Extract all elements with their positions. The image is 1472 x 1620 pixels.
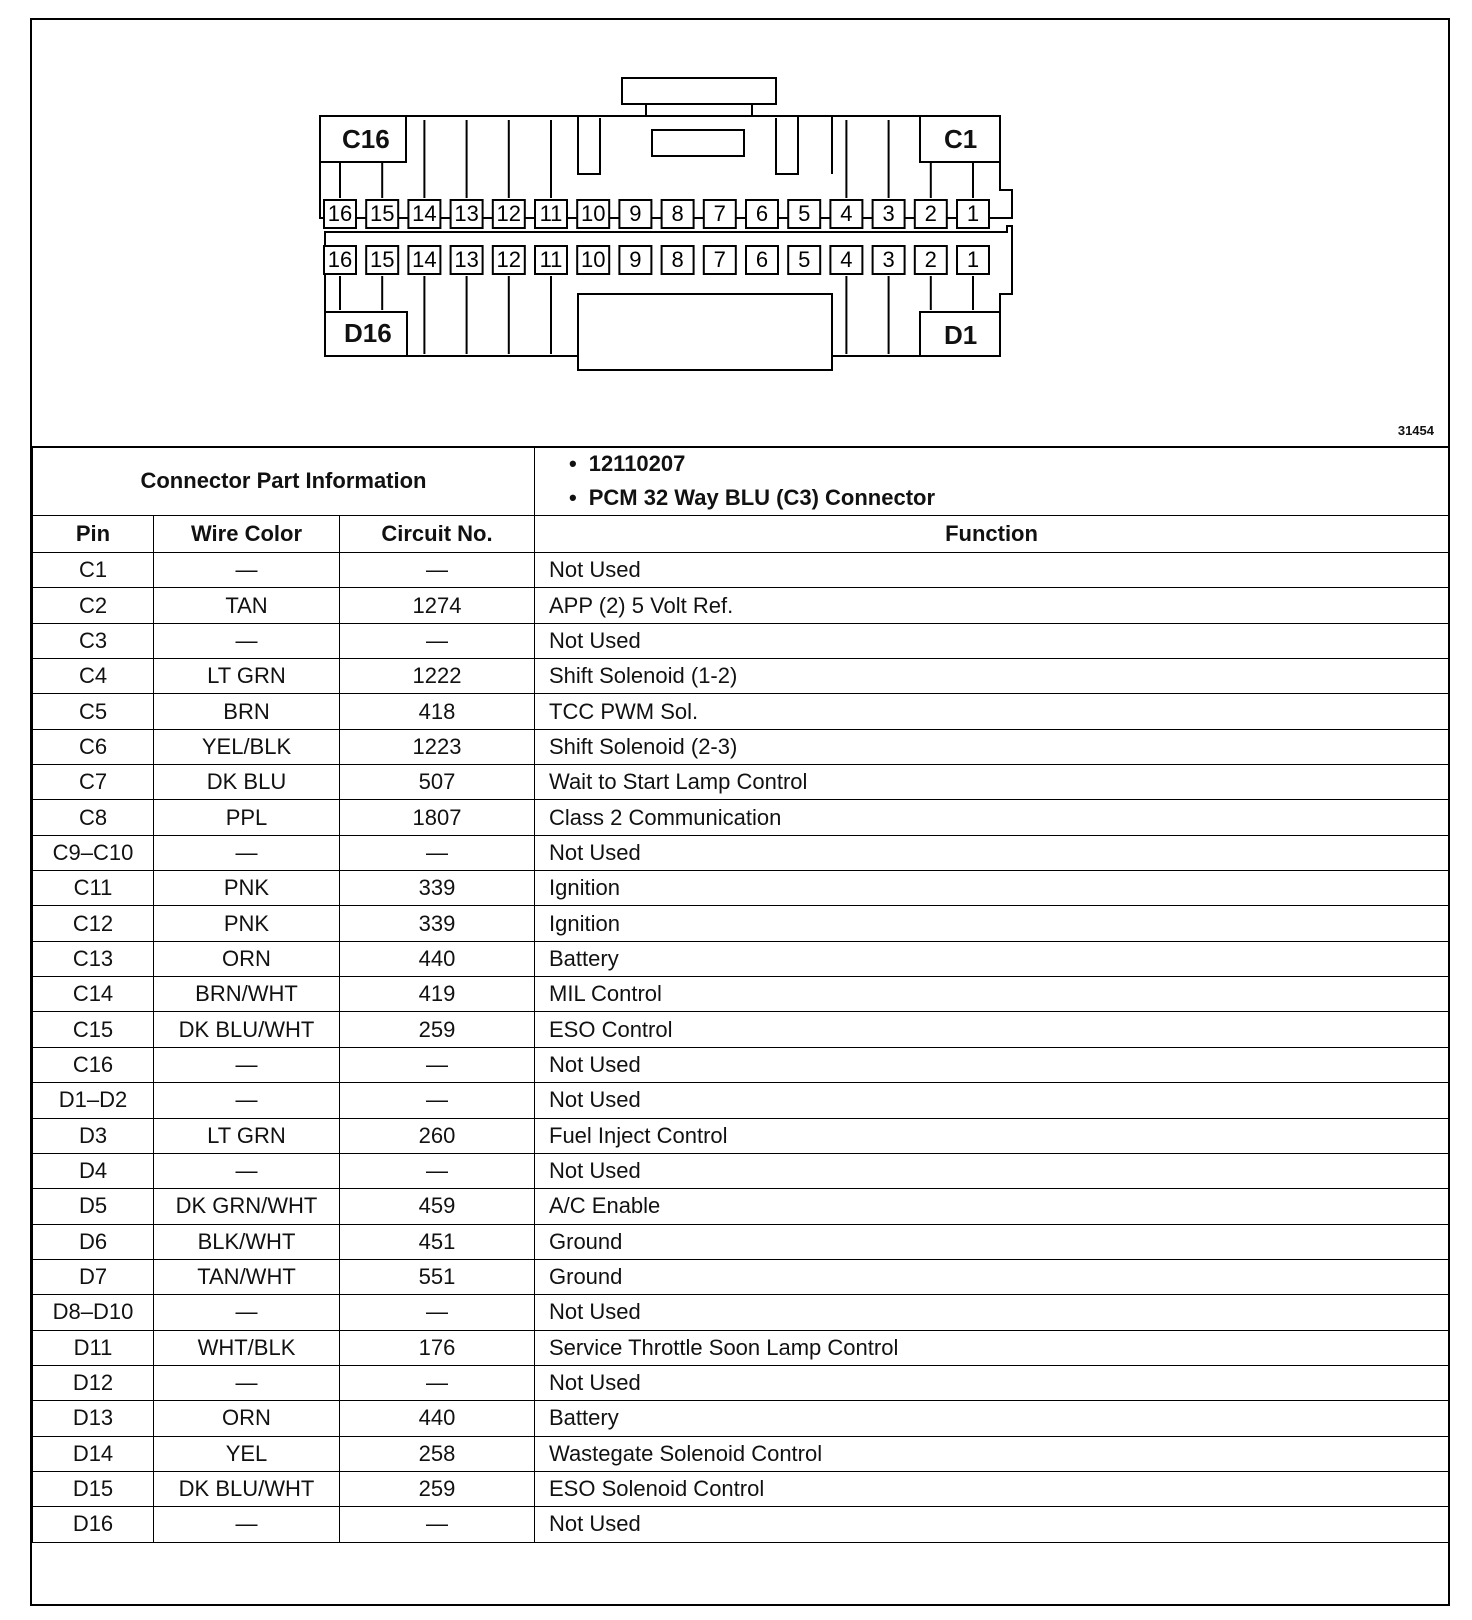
circuit-cell: — xyxy=(340,553,535,588)
wire-color-cell: LT GRN xyxy=(154,659,340,694)
svg-text:9: 9 xyxy=(629,247,642,272)
table-row xyxy=(33,1365,1449,1400)
row-label-c16: C16 xyxy=(342,124,390,154)
svg-text:3: 3 xyxy=(882,247,895,272)
pin-cell: C13 xyxy=(33,941,154,976)
svg-text:8: 8 xyxy=(671,247,684,272)
svg-text:4: 4 xyxy=(840,247,853,272)
wire-color-cell: — xyxy=(154,835,340,870)
wire-color-cell: LT GRN xyxy=(154,1118,340,1153)
d-row-pin-9 xyxy=(619,246,651,274)
circuit-cell: — xyxy=(340,1507,535,1542)
wire-color-cell: DK BLU/WHT xyxy=(154,1471,340,1506)
wire-color-cell: — xyxy=(154,1083,340,1118)
svg-text:7: 7 xyxy=(713,201,726,226)
svg-text:14: 14 xyxy=(412,247,437,272)
connector-diagram xyxy=(32,20,1448,448)
wire-color-cell: BLK/WHT xyxy=(154,1224,340,1259)
svg-text:10: 10 xyxy=(580,247,606,272)
wire-color-cell: ORN xyxy=(154,1401,340,1436)
table-row xyxy=(33,1507,1449,1542)
d-row-pin-5 xyxy=(788,246,820,274)
c-row-pin-14 xyxy=(408,200,440,228)
function-cell: Not Used xyxy=(535,835,1449,870)
wire-color-cell: PNK xyxy=(154,871,340,906)
table-row xyxy=(33,1330,1449,1365)
d-row-pin-2 xyxy=(915,246,947,274)
pin-cell: D11 xyxy=(33,1330,154,1365)
pin-cell: D14 xyxy=(33,1436,154,1471)
circuit-cell: 440 xyxy=(340,1401,535,1436)
circuit-cell: 440 xyxy=(340,941,535,976)
d-row-pin-4 xyxy=(830,246,862,274)
function-cell: ESO Solenoid Control xyxy=(535,1471,1449,1506)
pin-cell: C11 xyxy=(33,871,154,906)
function-cell: Not Used xyxy=(535,1365,1449,1400)
circuit-cell: — xyxy=(340,1365,535,1400)
wire-color-cell: — xyxy=(154,1365,340,1400)
table-row xyxy=(33,1259,1449,1294)
table-row xyxy=(33,694,1449,729)
pin-cell: D3 xyxy=(33,1118,154,1153)
function-cell: Shift Solenoid (2-3) xyxy=(535,729,1449,764)
svg-text:6: 6 xyxy=(755,247,769,272)
table-row xyxy=(33,1401,1449,1436)
svg-text:16: 16 xyxy=(327,247,353,272)
svg-text:12: 12 xyxy=(496,247,522,272)
pin-cell: D16 xyxy=(33,1507,154,1542)
svg-text:9: 9 xyxy=(629,201,642,226)
pin-cell: C15 xyxy=(33,1012,154,1047)
table-row xyxy=(33,729,1449,764)
c-row-pin-5 xyxy=(788,200,820,228)
table-row xyxy=(33,977,1449,1012)
svg-text:15: 15 xyxy=(369,201,395,226)
pin-cell: D7 xyxy=(33,1259,154,1294)
c-row-pin-7 xyxy=(704,200,736,228)
col-header-circuit: Circuit No. xyxy=(340,516,535,553)
circuit-cell: — xyxy=(340,1083,535,1118)
wire-color-cell: BRN/WHT xyxy=(154,977,340,1012)
circuit-cell: — xyxy=(340,623,535,658)
table-row xyxy=(33,941,1449,976)
d-row-pin-16 xyxy=(324,246,356,274)
c-row-pin-16 xyxy=(324,200,356,228)
c-row-pin-13 xyxy=(451,200,483,228)
function-cell: Ground xyxy=(535,1224,1449,1259)
table-row xyxy=(33,1153,1449,1188)
pin-cell: D13 xyxy=(33,1401,154,1436)
function-cell: Not Used xyxy=(535,553,1449,588)
d-row-pin-6 xyxy=(746,246,778,274)
connector-key-bottom xyxy=(578,294,832,370)
svg-text:5: 5 xyxy=(798,201,811,226)
pin-cell: C1 xyxy=(33,553,154,588)
circuit-cell: 1222 xyxy=(340,659,535,694)
pin-cell: D6 xyxy=(33,1224,154,1259)
table-row xyxy=(33,906,1449,941)
circuit-cell: — xyxy=(340,1295,535,1330)
function-cell: A/C Enable xyxy=(535,1189,1449,1224)
c-row-pin-1 xyxy=(957,200,989,228)
circuit-cell: 451 xyxy=(340,1224,535,1259)
circuit-cell: 1274 xyxy=(340,588,535,623)
table-row xyxy=(33,800,1449,835)
c-row-pin-2 xyxy=(915,200,947,228)
table-row xyxy=(33,588,1449,623)
svg-text:14: 14 xyxy=(412,201,437,226)
wire-color-cell: DK BLU/WHT xyxy=(154,1012,340,1047)
svg-text:8: 8 xyxy=(671,201,684,226)
figure-id: 31454 xyxy=(1397,423,1434,438)
part-info-list xyxy=(535,447,1449,516)
function-cell: Wait to Start Lamp Control xyxy=(535,765,1449,800)
table-row xyxy=(33,1436,1449,1471)
c-row-pin-9 xyxy=(619,200,651,228)
c-row-pin-11 xyxy=(535,200,567,228)
svg-text:1: 1 xyxy=(966,201,980,226)
circuit-cell: 459 xyxy=(340,1189,535,1224)
wire-color-cell: — xyxy=(154,1507,340,1542)
col-header-wire-color: Wire Color xyxy=(154,516,340,553)
pin-cell: D4 xyxy=(33,1153,154,1188)
svg-text:13: 13 xyxy=(454,201,479,226)
function-cell: Not Used xyxy=(535,1295,1449,1330)
pin-cell: D5 xyxy=(33,1189,154,1224)
circuit-cell: 1807 xyxy=(340,800,535,835)
row-label-c1: C1 xyxy=(944,124,978,154)
function-cell: Ignition xyxy=(535,906,1449,941)
wire-color-cell: TAN/WHT xyxy=(154,1259,340,1294)
function-cell: Not Used xyxy=(535,1083,1449,1118)
table-row xyxy=(33,1047,1449,1082)
circuit-cell: 258 xyxy=(340,1436,535,1471)
col-header-pin: Pin xyxy=(33,516,154,553)
wire-color-cell: BRN xyxy=(154,694,340,729)
wire-color-cell: DK GRN/WHT xyxy=(154,1189,340,1224)
pin-cell: C8 xyxy=(33,800,154,835)
function-cell: Not Used xyxy=(535,1153,1449,1188)
table-row xyxy=(33,1083,1449,1118)
svg-text:2: 2 xyxy=(924,247,937,272)
c-row-pin-12 xyxy=(493,200,525,228)
wire-color-cell: PPL xyxy=(154,800,340,835)
wire-color-cell: DK BLU xyxy=(154,765,340,800)
svg-text:11: 11 xyxy=(539,201,563,226)
connector-latch xyxy=(622,78,776,104)
function-cell: Not Used xyxy=(535,623,1449,658)
svg-text:15: 15 xyxy=(369,247,395,272)
connector-key-window xyxy=(652,130,744,156)
circuit-cell: 260 xyxy=(340,1118,535,1153)
pin-cell: C3 xyxy=(33,623,154,658)
svg-text:4: 4 xyxy=(840,201,853,226)
wire-color-cell: — xyxy=(154,553,340,588)
pin-cell: C4 xyxy=(33,659,154,694)
connector-sheet xyxy=(30,18,1450,1606)
circuit-cell: — xyxy=(340,1047,535,1082)
function-cell: Battery xyxy=(535,1401,1449,1436)
wire-color-cell: WHT/BLK xyxy=(154,1330,340,1365)
function-cell: Ground xyxy=(535,1259,1449,1294)
circuit-cell: 419 xyxy=(340,977,535,1012)
part-info-label: Connector Part Information xyxy=(33,447,535,516)
table-row xyxy=(33,1471,1449,1506)
table-row xyxy=(33,835,1449,870)
pin-cell: C16 xyxy=(33,1047,154,1082)
function-cell: Battery xyxy=(535,941,1449,976)
pin-cell: C14 xyxy=(33,977,154,1012)
function-cell: Class 2 Communication xyxy=(535,800,1449,835)
table-row xyxy=(33,1295,1449,1330)
circuit-cell: 507 xyxy=(340,765,535,800)
wire-color-cell: — xyxy=(154,1295,340,1330)
function-cell: Shift Solenoid (1-2) xyxy=(535,659,1449,694)
wire-color-cell: TAN xyxy=(154,588,340,623)
svg-text:1: 1 xyxy=(966,247,980,272)
wire-color-cell: PNK xyxy=(154,906,340,941)
pin-table xyxy=(32,446,1449,1543)
wire-color-cell: YEL xyxy=(154,1436,340,1471)
pin-cell: C6 xyxy=(33,729,154,764)
function-cell: Ignition xyxy=(535,871,1449,906)
svg-text:13: 13 xyxy=(454,247,479,272)
c-row-pin-8 xyxy=(662,200,694,228)
pin-cell: D8–D10 xyxy=(33,1295,154,1330)
pin-cell: D1–D2 xyxy=(33,1083,154,1118)
function-cell: Not Used xyxy=(535,1047,1449,1082)
pin-cell: D12 xyxy=(33,1365,154,1400)
svg-text:12: 12 xyxy=(496,201,522,226)
function-cell: Wastegate Solenoid Control xyxy=(535,1436,1449,1471)
svg-text:10: 10 xyxy=(580,201,606,226)
table-row xyxy=(33,871,1449,906)
table-row xyxy=(33,1189,1449,1224)
svg-text:16: 16 xyxy=(327,201,353,226)
svg-text:2: 2 xyxy=(924,201,937,226)
d-row-pin-15 xyxy=(366,246,398,274)
c-row-pin-15 xyxy=(366,200,398,228)
c-row-pin-4 xyxy=(830,200,862,228)
pin-cell: D15 xyxy=(33,1471,154,1506)
connector-face-drawing xyxy=(32,20,1448,446)
table-row xyxy=(33,623,1449,658)
d-row-pin-7 xyxy=(704,246,736,274)
pin-rows xyxy=(33,553,1449,1543)
table-row xyxy=(33,1118,1449,1153)
function-cell: MIL Control xyxy=(535,977,1449,1012)
part-number: • 12110207 xyxy=(569,447,1448,481)
column-header-row xyxy=(33,516,1449,553)
circuit-cell: 339 xyxy=(340,906,535,941)
function-cell: Service Throttle Soon Lamp Control xyxy=(535,1330,1449,1365)
circuit-cell: 1223 xyxy=(340,729,535,764)
wire-color-cell: ORN xyxy=(154,941,340,976)
wire-color-cell: YEL/BLK xyxy=(154,729,340,764)
wire-color-cell: — xyxy=(154,1047,340,1082)
svg-text:11: 11 xyxy=(539,247,563,272)
circuit-cell: 259 xyxy=(340,1471,535,1506)
circuit-cell: 551 xyxy=(340,1259,535,1294)
circuit-cell: 339 xyxy=(340,871,535,906)
function-cell: TCC PWM Sol. xyxy=(535,694,1449,729)
function-cell: APP (2) 5 Volt Ref. xyxy=(535,588,1449,623)
connector-description: • PCM 32 Way BLU (C3) Connector xyxy=(569,481,1448,515)
row-label-d16: D16 xyxy=(344,318,392,348)
circuit-cell: 418 xyxy=(340,694,535,729)
function-cell: Fuel Inject Control xyxy=(535,1118,1449,1153)
d-row-pin-3 xyxy=(873,246,905,274)
circuit-cell: 176 xyxy=(340,1330,535,1365)
c-row-pin-6 xyxy=(746,200,778,228)
function-cell: Not Used xyxy=(535,1507,1449,1542)
svg-text:3: 3 xyxy=(882,201,895,226)
function-cell: ESO Control xyxy=(535,1012,1449,1047)
table-row xyxy=(33,659,1449,694)
table-row xyxy=(33,1012,1449,1047)
pin-cell: C12 xyxy=(33,906,154,941)
pin-cell: C2 xyxy=(33,588,154,623)
part-info-row xyxy=(33,447,1449,516)
circuit-cell: — xyxy=(340,835,535,870)
d-row-pin-13 xyxy=(451,246,483,274)
table-row xyxy=(33,765,1449,800)
col-header-function: Function xyxy=(535,516,1449,553)
row-label-d1: D1 xyxy=(944,320,978,350)
pin-cell: C9–C10 xyxy=(33,835,154,870)
d-row-pin-14 xyxy=(408,246,440,274)
pin-cell: C5 xyxy=(33,694,154,729)
svg-text:7: 7 xyxy=(713,247,726,272)
wire-color-cell: — xyxy=(154,1153,340,1188)
table-row xyxy=(33,1224,1449,1259)
circuit-cell: 259 xyxy=(340,1012,535,1047)
pin-cell: C7 xyxy=(33,765,154,800)
d-row-pin-11 xyxy=(535,246,567,274)
svg-text:6: 6 xyxy=(755,201,769,226)
svg-text:5: 5 xyxy=(798,247,811,272)
table-row xyxy=(33,553,1449,588)
c-row-pin-3 xyxy=(873,200,905,228)
d-row-pin-1 xyxy=(957,246,989,274)
d-row-pin-10 xyxy=(577,246,609,274)
circuit-cell: — xyxy=(340,1153,535,1188)
c-row-pin-10 xyxy=(577,200,609,228)
d-row-pin-8 xyxy=(662,246,694,274)
wire-color-cell: — xyxy=(154,623,340,658)
d-row-pin-12 xyxy=(493,246,525,274)
